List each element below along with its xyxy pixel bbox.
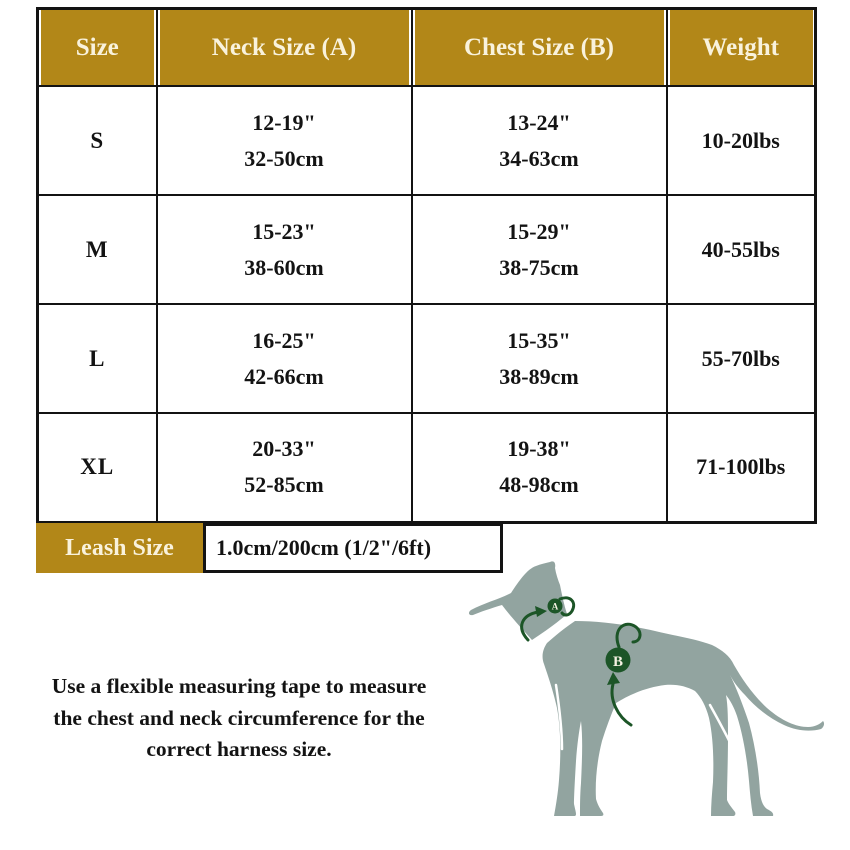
neck-cm: 38-60cm xyxy=(244,254,324,280)
table-row-s xyxy=(38,86,816,195)
chest-values xyxy=(412,195,667,304)
neck-inches: 16-25" xyxy=(252,327,316,353)
leash-size-value: 1.0cm/200cm (1/2"/6ft) xyxy=(203,523,503,573)
neck-inches: 20-33" xyxy=(252,436,316,462)
chest-inches: 19-38" xyxy=(507,436,571,462)
size-label: S xyxy=(38,86,157,195)
chest-values xyxy=(412,86,667,195)
note-line-1: Use a flexible measuring tape to measure xyxy=(51,674,427,698)
weight-value: 10-20lbs xyxy=(667,86,816,195)
neck-inches: 12-19" xyxy=(252,109,316,135)
size-label: XL xyxy=(38,413,157,522)
measurement-note xyxy=(18,671,460,766)
weight-value: 55-70lbs xyxy=(667,304,816,413)
header-cell-size: Size xyxy=(38,9,157,87)
header-cell-weight: Weight xyxy=(667,9,816,87)
neck-cm: 32-50cm xyxy=(244,145,324,171)
weight-value: 71-100lbs xyxy=(667,413,816,522)
dog-body-silhouette xyxy=(543,621,824,816)
chest-cm: 38-75cm xyxy=(499,254,579,280)
chest-inches: 13-24" xyxy=(507,109,571,135)
neck-values xyxy=(157,304,412,413)
dog-measurement-diagram xyxy=(440,555,850,850)
weight-value: 40-55lbs xyxy=(667,195,816,304)
header-row xyxy=(38,9,816,87)
chest-inches: 15-29" xyxy=(507,218,571,244)
harness-size-table xyxy=(36,7,817,524)
chest-cm: 48-98cm xyxy=(499,472,579,498)
neck-inches: 15-23" xyxy=(252,218,316,244)
table-row-xl xyxy=(38,413,816,522)
header-cell-chest: Chest Size (B) xyxy=(412,9,667,87)
leash-size-label: Leash Size xyxy=(36,523,203,573)
header-cell-neck: Neck Size (A) xyxy=(157,9,412,87)
chest-cm: 38-89cm xyxy=(499,363,579,389)
chest-values xyxy=(412,304,667,413)
chest-inches: 15-35" xyxy=(507,327,571,353)
table-row-m xyxy=(38,195,816,304)
neck-values xyxy=(157,86,412,195)
neck-cm: 42-66cm xyxy=(244,363,324,389)
neck-values xyxy=(157,195,412,304)
chest-cm: 34-63cm xyxy=(499,145,579,171)
chest-values xyxy=(412,413,667,522)
neck-cm: 52-85cm xyxy=(244,472,324,498)
note-line-2: the chest and neck circumference for the xyxy=(53,705,425,730)
dog-diagram-svg xyxy=(440,555,850,850)
neck-values xyxy=(157,413,412,522)
size-label: L xyxy=(38,304,157,413)
size-label: M xyxy=(38,195,157,304)
table-row-l xyxy=(38,304,816,413)
note-line-3: correct harness size. xyxy=(146,737,332,761)
marker-b-label: B xyxy=(612,654,624,670)
marker-a-label: A xyxy=(551,601,559,612)
